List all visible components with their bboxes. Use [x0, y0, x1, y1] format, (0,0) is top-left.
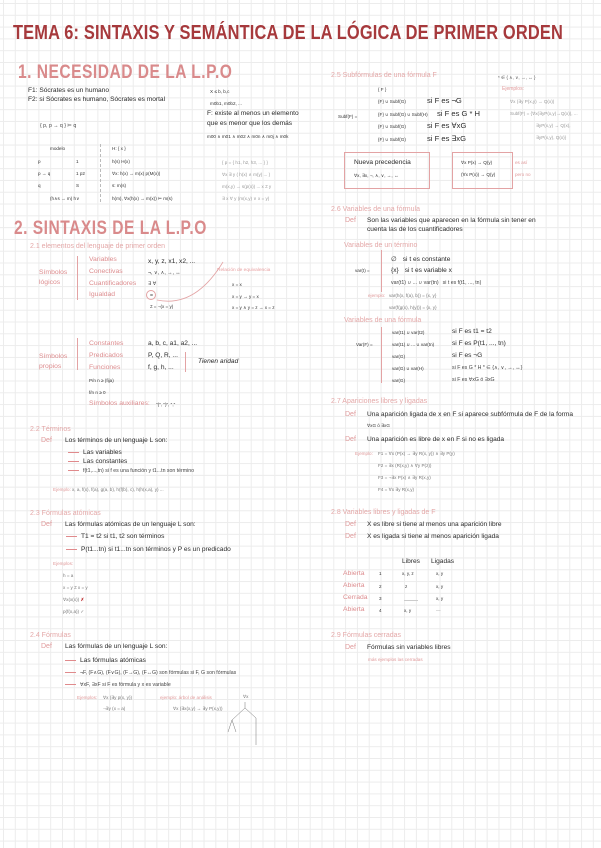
- symbol-values: P, Q, R, ...: [148, 352, 178, 359]
- symbol-values: a, b, c, a1, a2, ...: [148, 340, 198, 347]
- subsection-2-1-heading: 2.1 elementos del lenguaje de primer orden: [30, 243, 166, 250]
- symbol-category: Conectivas: [89, 268, 123, 275]
- var-term-row: {x} si t es variable x: [391, 267, 452, 274]
- table-cell: q: [38, 183, 41, 188]
- table-cell: s: m(s): [112, 183, 127, 188]
- equivalence-arrow-curve: [155, 260, 235, 305]
- right-note-b: m0b1, m0b2, ...: [210, 101, 242, 106]
- table-cell: H: { x }: [112, 146, 126, 151]
- var-formula-heading: Variables de una fórmula: [344, 317, 422, 324]
- var-term-row: ∅ si t es constante: [391, 256, 451, 263]
- subsection-2-9-heading: 2.9 Fórmulas cerradas: [331, 632, 402, 639]
- definition-text: X es libre si tiene al menos una aparición libre: [367, 521, 502, 528]
- var-formula-cond: si F es ∀xG ó ∃xG: [452, 377, 495, 383]
- symbol-category: Cuantificadores: [89, 280, 137, 287]
- bound-vars: x, y: [436, 584, 444, 589]
- equivalence-rule: x = x: [232, 282, 242, 287]
- symbol-category: Igualdad: [89, 291, 116, 298]
- gray-note: m(x,y) → s(p(x)) ... x ≠ y: [222, 184, 272, 189]
- var-formula-set: var(G): [392, 354, 406, 359]
- subsection-2-5-heading: 2.5 Subfórmulas de una fórmula F: [331, 72, 437, 79]
- definition-text: Son las variables que aparecen en la fórmula sin tener en: [367, 217, 536, 224]
- example-text: ¬∃y (x = a): [103, 706, 126, 711]
- var-term-heading: Variables de un término: [344, 242, 418, 249]
- list-item: Las fórmulas atómicas: [65, 657, 146, 664]
- free-vars: z: [405, 584, 408, 589]
- symbol-category: Variables: [89, 256, 117, 263]
- parse-tree-diagram: [225, 700, 265, 750]
- def-label: Def: [345, 521, 356, 528]
- gray-note: ∀x ∃ y ( h(x) ∧ m(y) ... ): [222, 172, 271, 177]
- example-label: ejemplo:: [368, 293, 386, 298]
- formula-number: 3: [379, 596, 382, 601]
- auxiliary-symbols-value: "(", ")", ",": [156, 402, 176, 407]
- list-item: Las constantes: [68, 458, 127, 465]
- table-cell: h(m), ∀x(h(x) → m(x)) ⊨ m(s): [112, 196, 173, 201]
- definition-text: Una aparición es libre de x en F si no es ligada: [367, 436, 505, 443]
- symbol-values: x, y, z, x1, x2, ...: [148, 258, 196, 265]
- example-label: Ejemplos:: [77, 695, 98, 700]
- precedence-note: pero no: [515, 172, 531, 177]
- table-cell: h(s) H(x): [112, 159, 130, 164]
- bracket-line: [381, 327, 382, 383]
- formula-type: Abierta: [343, 570, 365, 577]
- def-label: Def: [345, 436, 356, 443]
- star-note: * ∈ { ∧, ∨, →, ↔ }: [498, 75, 536, 80]
- list-item: P(t1...tn) si t1...tn son términos y P es un predicado: [66, 546, 231, 553]
- definition-text: Fórmulas sin variables libres: [367, 644, 451, 651]
- auxiliary-symbols-label: Símbolos auxiliares:: [89, 400, 150, 407]
- own-symbols-label: Símbolos propios: [39, 353, 68, 370]
- symbol-values: ∃ ∀: [148, 281, 157, 287]
- example-text: ∀x(x(x)) ✗: [63, 597, 85, 602]
- precedence-title: Nueva precedencia: [354, 159, 411, 166]
- column-header: Libres: [402, 558, 420, 565]
- bracket-line: [381, 250, 382, 292]
- bracket-line: [185, 352, 186, 372]
- subf-cond: si F es G * H: [437, 109, 481, 118]
- subsection-2-8-heading: 2.8 Variables libres y ligadas de F: [331, 509, 436, 516]
- def-label: Def: [345, 411, 356, 418]
- arity-note: Tienen aridad: [198, 358, 239, 365]
- right-note-e: m00 ∧ m01 ∧ m02 ∧ m0n ∧ m0j ∧ m0k: [207, 134, 289, 139]
- example-text: ∀x (∃y P(x,y) → Q(x)): [510, 99, 555, 104]
- def-label: Def: [41, 521, 52, 528]
- example-text: ∀x (∃y p(x, y)): [103, 695, 133, 700]
- column-header: Ligadas: [431, 558, 455, 565]
- def-label: Def: [345, 644, 356, 651]
- symbol-values: =: [150, 293, 154, 299]
- subf-cond: si F es ∃xG: [427, 134, 466, 143]
- precedence-box: [344, 152, 430, 189]
- precedence-example-box: [452, 152, 513, 189]
- free-vars: x, y: [404, 608, 412, 613]
- example-text: F3 = ¬∃x P(x) ∧ ∃y R(x,y): [378, 475, 431, 480]
- closed-formula-note: más ejemplos las cerradas: [368, 657, 423, 662]
- precedence-example: (∀x P(x)) → Q(y): [461, 172, 496, 177]
- formula-type: Abierta: [343, 606, 365, 613]
- subsection-2-3-heading: 2.3 Fórmulas atómicas: [30, 510, 101, 517]
- table-cell: 1 p2: [76, 171, 85, 176]
- equivalence-rule: x = y → y = x: [232, 294, 259, 299]
- subf-set: { F }: [378, 87, 387, 92]
- section-2-heading: 2. SINTAXIS DE LA L.P.O: [14, 218, 207, 239]
- subf-set: {F} ∪ Subf(G): [378, 99, 406, 104]
- formula-type: Cerrada: [343, 594, 368, 601]
- var-term-row: var(t1) ∪ ... ∪ var(tn) si t es f(t1, ..., tn): [391, 280, 482, 286]
- example-label: Ejemplo:: [355, 451, 373, 456]
- example-text: h = a: [63, 573, 74, 578]
- bracket-line: [77, 256, 78, 300]
- example-text: p(f(x,a)) ✓: [63, 609, 85, 614]
- list-item: f(t1,...,tn) si f es una función y t1...tn son término: [68, 468, 194, 474]
- var-formula-lhs: Var(F) =: [356, 342, 373, 347]
- var-formula-set: var(G): [392, 378, 406, 383]
- definition-text: Una aparición ligada de x en F si aparece subfórmula de F de la forma: [367, 411, 573, 418]
- list-item: ¬F, (F∧G), (F∨G), (F→G), (F↔G) son fórmulas si F, G son fórmulas: [65, 670, 236, 676]
- gray-note: { p = { h1, h2, h3, ... } }: [222, 160, 268, 165]
- example-text: ∃yP(x,y) → Q(x),: [536, 123, 571, 128]
- subf-set: {F} ∪ Subf(G) ∪ Subf(H): [378, 112, 428, 117]
- premise-f1: F1: Sócrates es un humano: [28, 87, 110, 94]
- subf-cond: si F es ∀xG: [427, 121, 467, 130]
- var-formula-set: var(G) ∪ var(H): [392, 366, 424, 371]
- arity-rule: P/n n ≥ (fija): [89, 378, 114, 383]
- right-note-c: F: existe al menos un elemento: [207, 110, 299, 117]
- symbol-values: f, g, h, ...: [148, 364, 174, 371]
- symbol-category: Constantes: [89, 340, 124, 347]
- example-text: var(h(x, f(a), b)) = {x, y}: [389, 293, 437, 298]
- bound-vars: —: [436, 608, 441, 613]
- table-cell: (h∧s → m) h∨: [50, 196, 80, 201]
- example-text: ∃yP(x,y), Q(x)}: [536, 135, 567, 140]
- def-label: Def: [41, 437, 52, 444]
- example-label: Ejemplos:: [53, 561, 74, 566]
- subf-set: {F} ∪ Subf(G): [378, 137, 406, 142]
- example-text: x, a, f(x), f(a), g(a, b), h(f(b), c), h(h(x,a), y) ...: [72, 487, 164, 492]
- table-divider: [100, 144, 101, 202]
- subsection-2-7-heading: 2.7 Apariciones libres y ligadas: [331, 398, 428, 405]
- example-label: ejemplo: árbol de análisis: [160, 695, 212, 700]
- var-formula-cond: si F es ¬G: [452, 352, 483, 359]
- def-label: Def: [41, 643, 52, 650]
- table-cell: modelo: [50, 146, 66, 151]
- empty-dash: [404, 600, 418, 601]
- example-label: Ejemplos:: [502, 86, 524, 92]
- example-text: F4 = ∀x ∃y R(x,y): [378, 487, 415, 492]
- definition-text: Los términos de un lenguaje L son:: [65, 437, 168, 444]
- gray-note: ∃ x ∀ y (m(x,y) ∨ x = y): [222, 196, 270, 201]
- table-cell: 1: [76, 159, 79, 164]
- tree-root: ∀x: [243, 694, 249, 699]
- definition-text: Las fórmulas de un lenguaje L son:: [65, 643, 168, 650]
- right-note-d: que es menor que los demás: [207, 120, 293, 127]
- logical-symbols-label: Símbolos lógicos: [39, 269, 68, 286]
- example-label: Ejemplo:: [53, 487, 71, 492]
- example-text: F2 = ∃x (R(x,y) ∧ ∀y P(z)): [378, 463, 432, 468]
- subsection-2-4-heading: 2.4 Fórmulas: [30, 632, 71, 639]
- symbol-category: Funciones: [89, 364, 121, 371]
- bracket-line: [77, 338, 78, 370]
- table-cell: p → q: [38, 171, 51, 176]
- equivalence-rule: x = y ∧ y = z → x = z: [232, 305, 275, 310]
- var-formula-cond: si F es t1 = t2: [452, 328, 492, 335]
- table-cell: p: [38, 159, 41, 164]
- subf-lhs: Subf(F) =: [338, 114, 358, 119]
- formula-number: 2: [379, 584, 382, 589]
- example-text: F1 = ∀x (P(x) → ∃y R(x, y)) ∧ ∃y P(y): [378, 451, 455, 456]
- inequality-note: ≠ = ¬(x = y): [150, 304, 174, 309]
- def-label: Def: [345, 217, 356, 224]
- formula-entailment: { p, p → q } ⊨ q: [40, 123, 77, 129]
- var-term-lhs: var(t) =: [355, 268, 370, 273]
- right-note-a: X ≤ b, b,c: [210, 89, 230, 94]
- formula-number: 1: [379, 571, 382, 576]
- example-text: ∀x (∃x(x,y) → ∃y P(x,y)): [173, 706, 223, 711]
- subf-set: {F} ∪ Subf(G): [378, 124, 406, 129]
- symbol-values: ¬, ∨, ∧, →, ↔: [148, 270, 181, 276]
- var-formula-cond: si F es G * H * ∈ {∧, ∨, →, ↔}: [452, 365, 523, 371]
- page-title: TEMA 6: SINTAXIS Y SEMÁNTICA DE LA LÓGICA DE PRIMER ORDEN: [13, 22, 563, 44]
- section-1-heading: 1. NECESIDAD DE LA L.P.O: [18, 62, 233, 83]
- bound-vars: x, y: [436, 571, 444, 576]
- subsection-2-6-heading: 2.6 Variables de una fórmula: [331, 206, 420, 213]
- subf-cond: si F es ¬G: [427, 96, 462, 105]
- table-cell: ∀x: h(x) → m(x) p(M(x)): [112, 171, 161, 176]
- definition-text: X es ligada si tiene al menos aparición ligada: [367, 533, 499, 540]
- symbol-category: Predicados: [89, 352, 124, 359]
- arity-rule: f/n n ≥ 0: [89, 390, 106, 395]
- premise-f2: F2: si Sócrates es humano, Sócrates es mortal: [28, 96, 166, 103]
- example-text: Subf(F) = {∀x(∃yP(x,y)→Q(x)), ...: [510, 111, 578, 116]
- formula-type: Abierta: [343, 582, 365, 589]
- definition-text: ∀xG ó ∃xG: [367, 423, 390, 428]
- table-cell: S: [76, 183, 80, 188]
- subsection-2-2-heading: 2.2 Términos: [30, 426, 71, 433]
- list-item: T1 = t2 si t1, t2 son términos: [66, 533, 164, 540]
- def-label: Def: [345, 533, 356, 540]
- list-item: Las variables: [68, 449, 122, 456]
- var-formula-set: var(t1) ∪ ... ∪ var(tn): [392, 342, 435, 347]
- var-formula-cond: si F es P(t1, ..., tn): [452, 340, 506, 347]
- definition-text: Las fórmulas atómicas de un lenguaje L son:: [65, 521, 196, 528]
- var-formula-set: var(t1) ∪ var(t2): [392, 330, 425, 335]
- definition-text: cuenta las de los cuantificadores: [367, 226, 463, 233]
- equivalence-label: Relación de equivalencia: [217, 268, 271, 273]
- free-vars: x, y, z: [402, 571, 414, 576]
- example-text: var(f(g(x), h(y))) = {x, y}: [389, 305, 437, 310]
- formula-number: 4: [379, 608, 382, 613]
- precedence-note: es así: [515, 160, 528, 165]
- bound-vars: x, y: [436, 596, 444, 601]
- precedence-value: ∀x, ∃x, ¬, ∧, ∨, →, ↔: [354, 173, 399, 178]
- example-text: x = y ≠ x = y: [63, 585, 88, 590]
- list-item: ∀xF, ∃xF si F es fórmula y x es variable: [65, 682, 171, 688]
- precedence-example: ∀x P(x) → Q(y): [461, 160, 493, 165]
